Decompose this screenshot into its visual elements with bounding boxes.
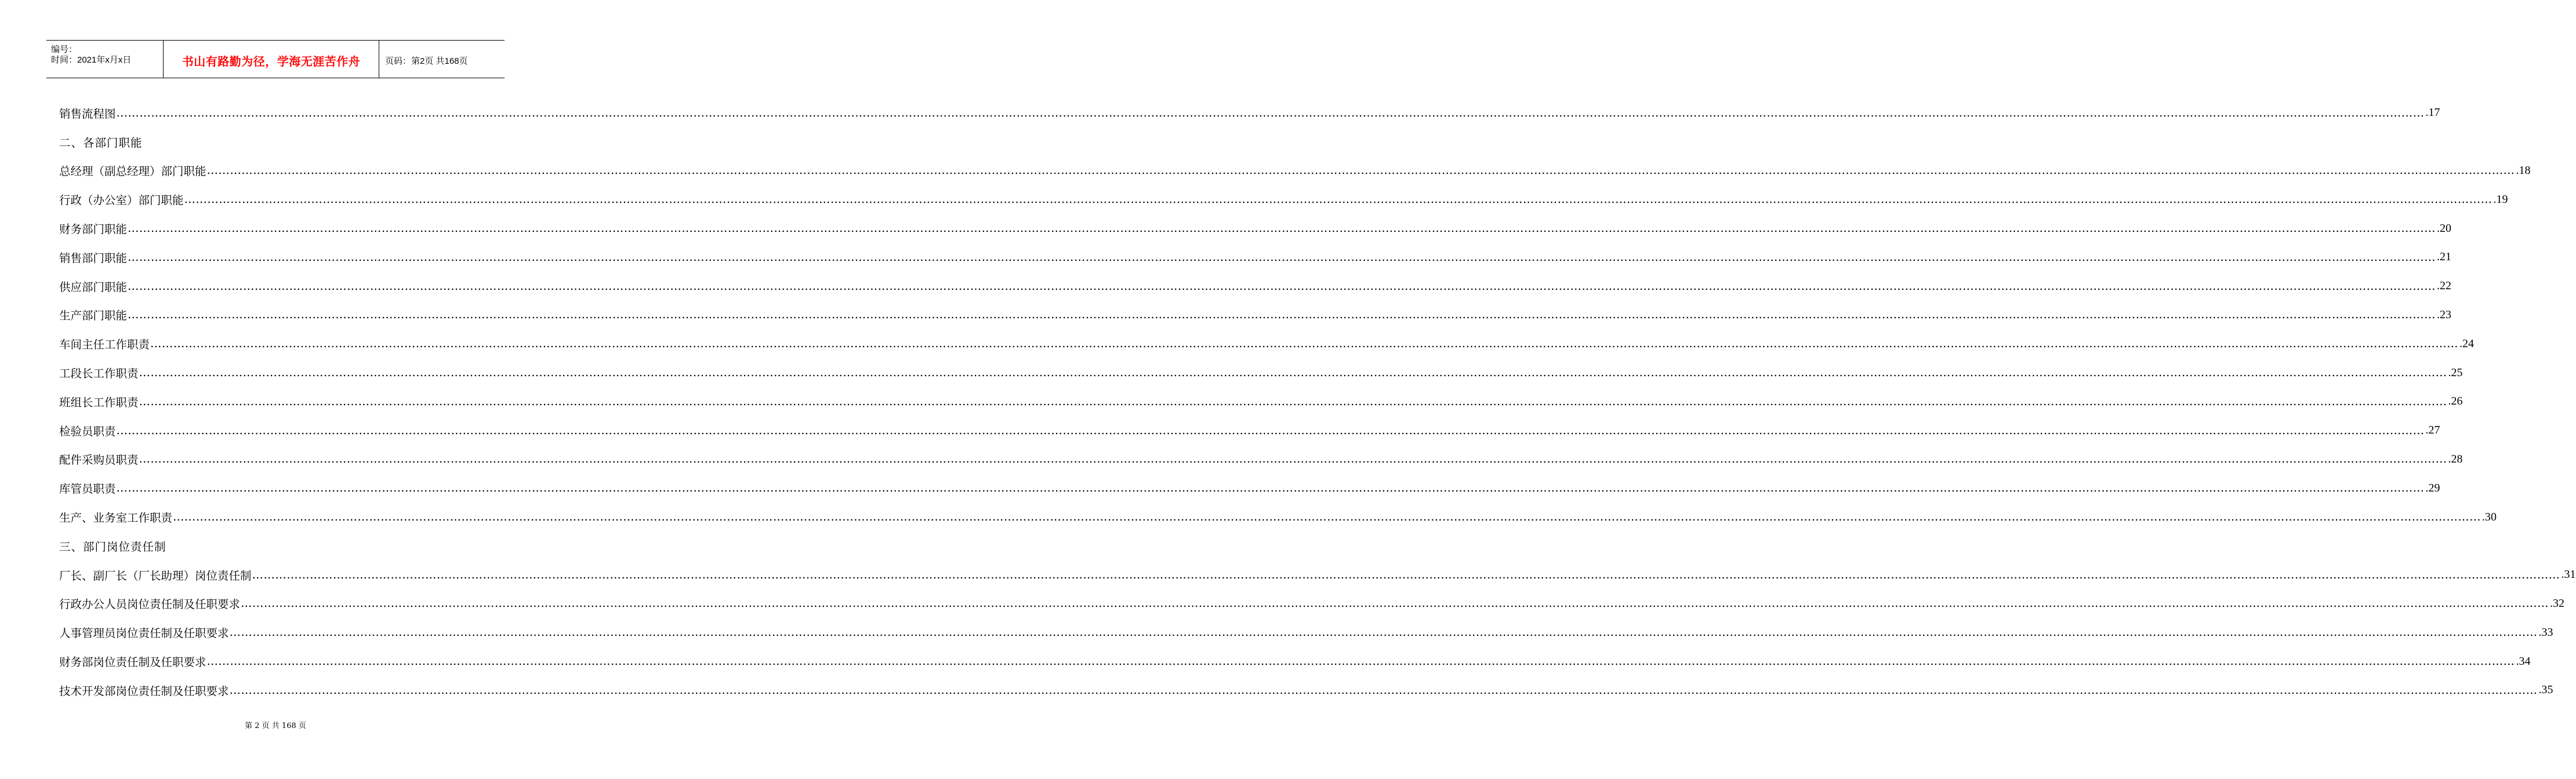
toc-dot-leader: …………………………………………………………………………………………………………………………………………………………………………………………………………………………………………………………………………………………………………………………………………………………………………………………………………………………………………………………………………………………………………………………………………………… <box>139 394 2447 408</box>
toc-entry-label: 人事管理员岗位责任制及任职要求 <box>59 627 229 640</box>
toc-page-number: .33 <box>2538 625 2553 639</box>
toc-entry-label: 销售部门职能 <box>59 251 128 265</box>
toc-dot-leader: …………………………………………………………………………………………………………………………………………………………………………………………………………………………………………………………………………………………………………………………………………………………………………………………………………………………………………………………………………………………………………………………………………………… <box>206 654 2515 668</box>
toc-entry[interactable] <box>59 185 2508 214</box>
toc-page-number: .29 <box>2425 481 2440 494</box>
toc-entry[interactable] <box>59 99 2440 128</box>
toc-entry[interactable] <box>59 474 2440 503</box>
toc-page-number: .28 <box>2448 452 2463 465</box>
toc-dot-leader: …………………………………………………………………………………………………………………………………………………………………………………………………………………………………………………………………………………………………………………………………………………………………………………………………………………………………………………………………………………………………………………………………………………… <box>229 683 2538 697</box>
toc-entry-label: 总经理（副总经理）部门职能 <box>59 165 206 179</box>
toc-section-heading <box>59 128 490 156</box>
toc-entry[interactable] <box>59 358 2463 387</box>
toc-entry-label: 生产、业务室工作职责 <box>59 511 173 525</box>
toc-entry[interactable] <box>59 156 2531 185</box>
toc-entry-label: 厂长、副厂长（厂长助理）岗位责任制 <box>59 569 252 583</box>
toc-dot-leader: …………………………………………………………………………………………………………………………………………………………………………………………………………………………………………………………………………………………………………………………………………………………………………………………………………………………………………………………………………………………………………………………………………………… <box>128 279 2436 293</box>
toc-entry-label: 三、部门岗位责任制 <box>59 540 166 554</box>
toc-dot-leader: …………………………………………………………………………………………………………………………………………………………………………………………………………………………………………………………………………………………………………………………………………………………………………………………………………………………………………………………………………………………………………………………………………………… <box>241 596 2549 610</box>
toc-dot-leader: …………………………………………………………………………………………………………………………………………………………………………………………………………………………………………………………………………………………………………………………………………………………………………………………………………………………………………………………………………………………………………………………………………………… <box>150 337 2459 351</box>
toc-entry[interactable] <box>59 589 2565 618</box>
toc-entry-label: 技术开发部岗位责任制及任职要求 <box>59 684 229 698</box>
toc-dot-leader: …………………………………………………………………………………………………………………………………………………………………………………………………………………………………………………………………………………………………………………………………………………………………………………………………………………………………………………………………………………………………………………………………………………… <box>184 192 2492 206</box>
toc-entry-label: 二、各部门职能 <box>59 136 143 150</box>
header-meta-cell <box>46 41 164 78</box>
toc-entry[interactable] <box>59 387 2463 416</box>
footer-page-number: 第 2 页 共 168 页 <box>245 722 306 730</box>
toc-dot-leader: …………………………………………………………………………………………………………………………………………………………………………………………………………………………………………………………………………………………………………………………………………………………………………………………………………………………………………………………………………………………………………………………………………………… <box>116 423 2425 437</box>
toc-page-number: .31 <box>2561 568 2576 581</box>
toc-page-number: .22 <box>2437 279 2452 293</box>
toc-dot-leader: …………………………………………………………………………………………………………………………………………………………………………………………………………………………………………………………………………………………………………………………………………………………………………………………………………………………………………………………………………………………………………………………………………………… <box>173 510 2481 524</box>
toc-dot-leader: …………………………………………………………………………………………………………………………………………………………………………………………………………………………………………………………………………………………………………………………………………………………………………………………………………………………………………………………………………………………………………………………………………………… <box>139 452 2447 466</box>
toc-dot-leader: …………………………………………………………………………………………………………………………………………………………………………………………………………………………………………………………………………………………………………………………………………………………………………………………………………………………………………………………………………………………………………………………………………………… <box>116 481 2425 495</box>
toc-dot-leader: …………………………………………………………………………………………………………………………………………………………………………………………………………………………………………………………………………………………………………………………………………………………………………………………………………………………………………………………………………………………………………………………………………………… <box>116 105 2425 119</box>
toc-entry-label: 供应部门职能 <box>59 280 128 294</box>
toc-page-number: .32 <box>2550 596 2565 610</box>
header-page-info: 页码：第2页 共168页 <box>385 56 468 66</box>
toc-page-number: .34 <box>2516 654 2531 668</box>
toc-entry-label: 班组长工作职责 <box>59 395 139 409</box>
toc-entry[interactable] <box>59 676 2553 705</box>
toc-entry-label: 工段长工作职责 <box>59 367 139 381</box>
toc-entry-label: 销售流程图 <box>59 107 116 121</box>
toc-entry-label: 配件采购员职责 <box>59 453 139 467</box>
toc-entry[interactable] <box>59 329 2475 358</box>
toc-page-number: .18 <box>2516 163 2531 177</box>
toc-entry-label: 生产部门职能 <box>59 309 128 323</box>
page-header-table <box>46 40 505 78</box>
toc-dot-leader: …………………………………………………………………………………………………………………………………………………………………………………………………………………………………………………………………………………………………………………………………………………………………………………………………………………………………………………………………………………………………………………………………………………… <box>252 567 2560 581</box>
toc-entry[interactable] <box>59 618 2553 647</box>
toc-dot-leader: …………………………………………………………………………………………………………………………………………………………………………………………………………………………………………………………………………………………………………………………………………………………………………………………………………………………………………………………………………………………………………………………………………………… <box>128 221 2436 235</box>
toc-dot-leader: …………………………………………………………………………………………………………………………………………………………………………………………………………………………………………………………………………………………………………………………………………………………………………………………………………………………………………………………………………………………………………………………………………………… <box>139 366 2447 380</box>
toc-page-number: .35 <box>2538 683 2553 697</box>
toc-entry-label: 库管员职责 <box>59 482 116 496</box>
toc-page-number: .24 <box>2459 337 2475 350</box>
toc-page-number: .20 <box>2437 221 2452 235</box>
document-code-label: 编号： <box>51 45 78 54</box>
toc-section-heading <box>59 532 490 560</box>
toc-page-number: .23 <box>2437 308 2452 321</box>
header-motto: 书山有路勤为径，学海无涯苦作舟 <box>182 54 361 68</box>
toc-entry[interactable] <box>59 560 2576 589</box>
toc-entry-label: 行政（办公室）部门职能 <box>59 194 184 208</box>
toc-entry-label: 车间主任工作职责 <box>59 338 150 352</box>
toc-dot-leader: …………………………………………………………………………………………………………………………………………………………………………………………………………………………………………………………………………………………………………………………………………………………………………………………………………………………………………………………………………………………………………………………………………………… <box>206 163 2515 177</box>
toc-dot-leader: …………………………………………………………………………………………………………………………………………………………………………………………………………………………………………………………………………………………………………………………………………………………………………………………………………………………………………………………………………………………………………………………………………………… <box>229 625 2538 639</box>
toc-entry[interactable] <box>59 272 2452 301</box>
toc-dot-leader: …………………………………………………………………………………………………………………………………………………………………………………………………………………………………………………………………………………………………………………………………………………………………………………………………………………………………………………………………………………………………………………………………………………… <box>128 308 2436 322</box>
toc-page-number: .21 <box>2437 250 2452 264</box>
toc-entry-label: 行政办公人员岗位责任制及任职要求 <box>59 598 241 611</box>
toc-dot-leader: …………………………………………………………………………………………………………………………………………………………………………………………………………………………………………………………………………………………………………………………………………………………………………………………………………………………………………………………………………………………………………………………………………………… <box>128 250 2436 264</box>
toc-page-number: .27 <box>2425 424 2440 437</box>
toc-entry[interactable] <box>59 647 2531 676</box>
toc-page-number: .17 <box>2425 106 2440 119</box>
toc-page-number: .26 <box>2448 395 2463 408</box>
document-date-label: 时间：2021年x月x日 <box>51 55 132 65</box>
table-of-contents <box>59 99 2576 705</box>
toc-entry-label: 财务部岗位责任制及任职要求 <box>59 656 206 669</box>
header-motto-cell <box>164 41 379 78</box>
toc-entry[interactable] <box>59 214 2452 243</box>
toc-page-number: .19 <box>2493 192 2508 206</box>
toc-page-number: .25 <box>2448 366 2463 379</box>
toc-entry[interactable] <box>59 503 2497 532</box>
header-page-cell <box>379 41 505 78</box>
toc-entry[interactable] <box>59 416 2440 445</box>
toc-entry[interactable] <box>59 445 2463 474</box>
toc-entry-label: 检验员职责 <box>59 424 116 438</box>
toc-page-number: .30 <box>2482 510 2497 523</box>
page-footer <box>0 719 551 730</box>
toc-entry-label: 财务部门职能 <box>59 223 128 236</box>
toc-entry[interactable] <box>59 243 2452 272</box>
toc-entry[interactable] <box>59 301 2452 330</box>
